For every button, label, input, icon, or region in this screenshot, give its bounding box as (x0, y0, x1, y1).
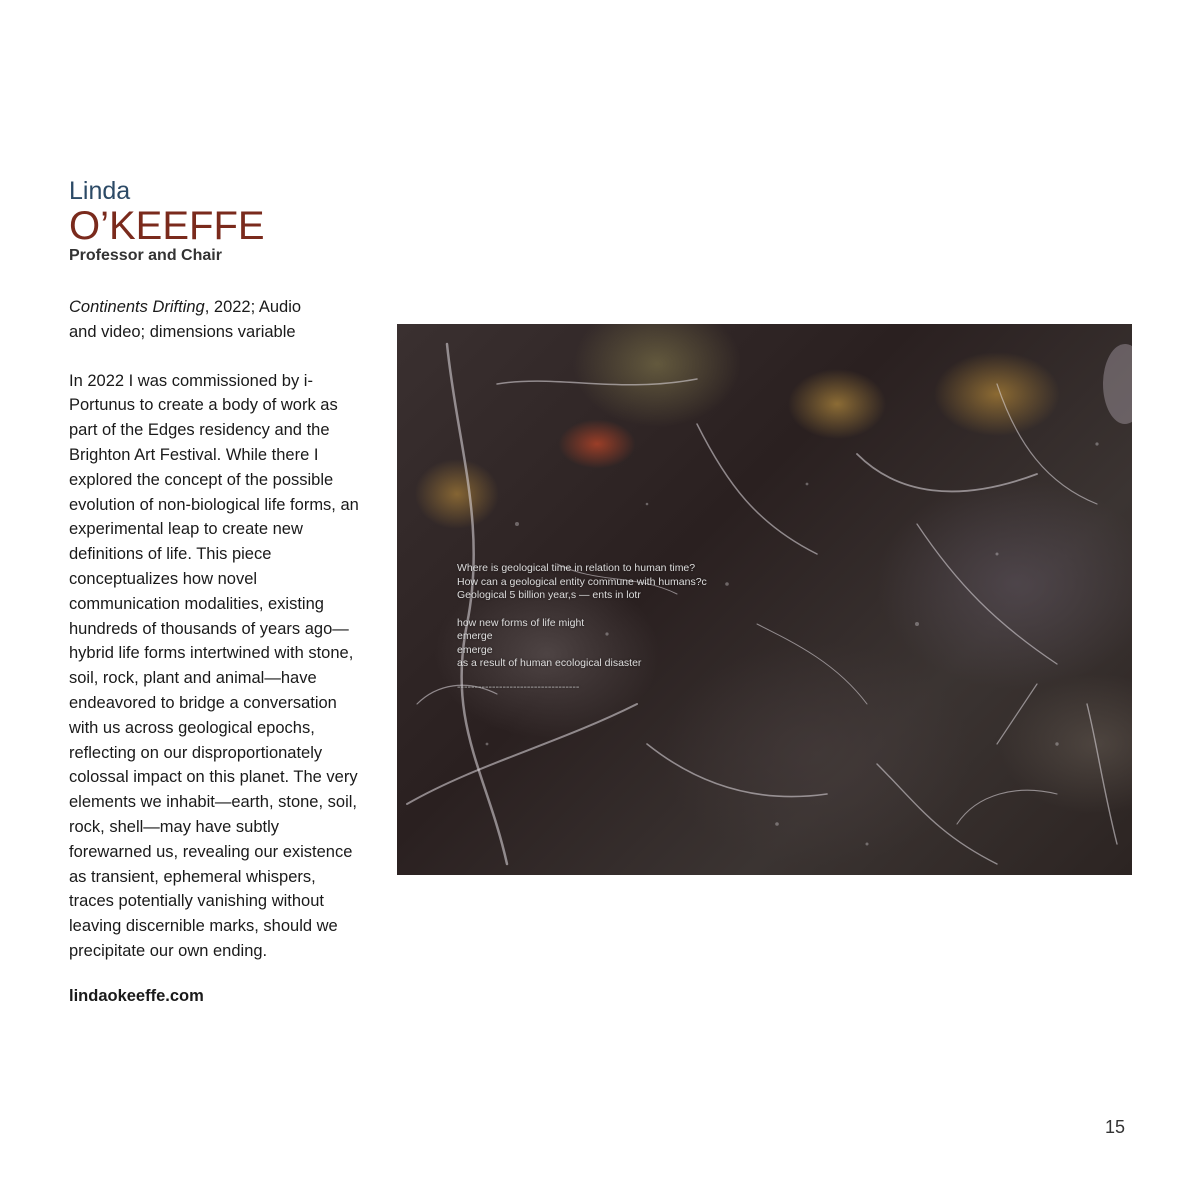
text-column (69, 176, 359, 1008)
overlay-line: How can a geological entity commune with humans?c (457, 575, 707, 588)
overlay-line: emerge (457, 643, 493, 656)
overlay-line: as a result of human ecological disaster (457, 657, 642, 669)
statement-paragraph: In 2022 I was commissioned by i-Portunus to create a body of work as part of the Edges residency and the Brighton Art Festival. While there I explored the concept of the possible evolution of non-biological life forms, an experimental leap to create new definitions of life. This piece conceptualizes how novel communication modalities, existing hundreds of thousands of years ago—hybrid life forms intertwined with stone, soil, rock, plant and animal—have endeavored to bridge a conversation with us across geological epochs, reflecting on our disproportionately colossal impact on this planet. The very elements we inhabit—earth, stone, soil, rock, shell—may have subtly forewarned us, revealing our existence as transient, ephemeral whispers, traces potentially vanishing without leaving discernible marks, should we precipitate our own ending. (69, 371, 359, 960)
artist-last-name: O’KEEFFE (69, 204, 265, 248)
work-title: Continents Drifting (69, 298, 205, 316)
work-details-line1: , 2022; Audio (204, 298, 302, 316)
overlay-line: Geological 5 billion year,s — ents in lotr (457, 589, 641, 601)
artwork-image (397, 324, 1132, 875)
overlay-line: Where is geological time in relation to human time? (457, 562, 696, 574)
overlay-gap (457, 603, 857, 617)
website-link[interactable]: lindaokeeffe.com (69, 986, 204, 1005)
page-number: 15 (1104, 1117, 1125, 1137)
artist-role: Professor and Chair (69, 247, 222, 264)
overlay-dashes: ----------------------------------- (457, 680, 580, 693)
overlay-line: how new forms of life might (457, 616, 585, 629)
artist-first-name: Linda (69, 177, 131, 205)
artwork-overlay-text (457, 562, 857, 694)
overlay-line: emerge (457, 630, 493, 642)
work-details-line2: and video; dimensions variable (69, 322, 296, 341)
work-caption (69, 295, 359, 345)
